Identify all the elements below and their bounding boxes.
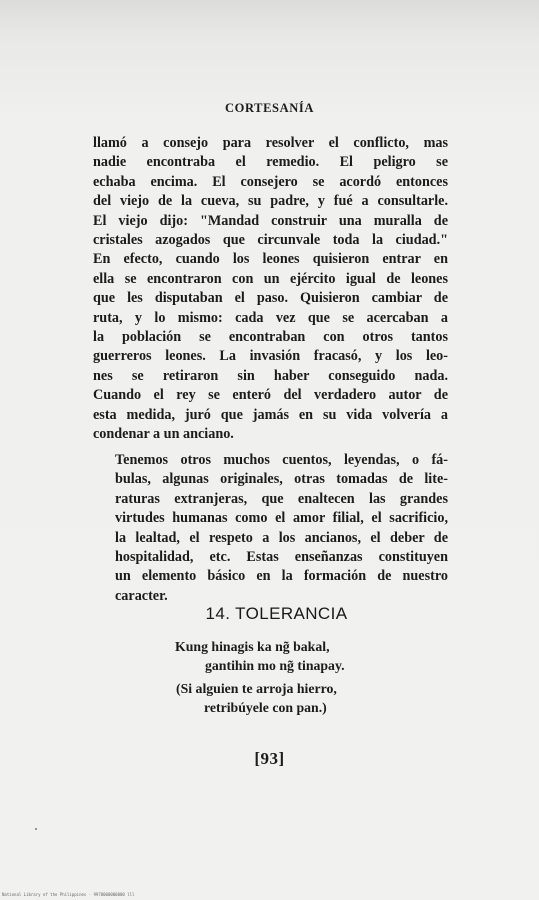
text-line: El viejo dijo: "Mandad construir una muralla de [93, 212, 448, 229]
text-line: virtudes humanas como el amor filial, el sacrificio, [115, 510, 448, 527]
text-line: guerreros leones. La invasión fracasó, y los leo- [93, 348, 448, 365]
running-head: CORTESANÍA [225, 101, 314, 115]
text-line: hospitalidad, etc. Estas enseñanzas constituyen [115, 549, 448, 566]
text-line: En efecto, cuando los leones quisieron entrar en [93, 251, 448, 268]
text-line: bulas, algunas originales, otras tomadas de lite- [115, 471, 448, 488]
verse-spanish [176, 679, 337, 717]
paragraph-2 [93, 451, 448, 606]
text-line: raturas extranjeras, que enaltecen las grandes [115, 490, 448, 507]
text-line: condenar a un anciano. [93, 426, 234, 443]
text-line: ruta, y lo mismo: cada vez que se acercaban a [93, 309, 448, 326]
text-line: nadie encontraba el remedio. El peligro se [93, 154, 448, 171]
text-line: caracter. [115, 587, 168, 604]
text-line: un elemento básico en la formación de nuestro [115, 568, 448, 585]
verse-tagalog [175, 637, 345, 675]
text-line: del viejo de la cueva, su padre, y fué a consultarle. [93, 193, 448, 210]
paper-speck [35, 828, 37, 830]
page-number: [93] [254, 749, 285, 768]
verse-line: gantihin mo ng̃ tinapay. [205, 658, 345, 673]
text-line: nes se retiraron sin haber conseguido nada. [93, 367, 448, 384]
text-line: echaba encima. El consejero se acordó entonces [93, 173, 448, 190]
text-line: llamó a consejo para resolver el conflicto, mas [93, 135, 448, 151]
verse-line: Kung hinagis ka ng̃ bakal, [175, 639, 330, 654]
text-line: la población se encontraban con otros tantos [93, 329, 448, 346]
scan-footer-note: National Library of the Philippines · 9978000000000 lll [2, 892, 135, 897]
text-line: la lealtad, el respeto a los ancianos, el deber de [115, 529, 448, 546]
text-line: Cuando el rey se enteró del verdadero autor de [93, 387, 448, 404]
text-line: Tenemos otros muchos cuentos, leyendas, o fá- [115, 452, 448, 468]
text-line: que les disputaban el paso. Quisieron cambiar de [93, 290, 448, 307]
paragraph-1 [93, 134, 448, 445]
verse-line: (Si alguien te arroja hierro, [176, 681, 337, 696]
text-line: ella se encontraron con un ejército igual de leones [93, 270, 448, 287]
verse-line: retribúyele con pan.) [204, 700, 327, 715]
text-line: cristales azogados que circunvale toda la ciudad." [93, 232, 448, 249]
text-line: esta medida, juró que jamás en su vida volvería a [93, 406, 448, 423]
section-title: 14. TOLERANCIA [205, 604, 348, 623]
